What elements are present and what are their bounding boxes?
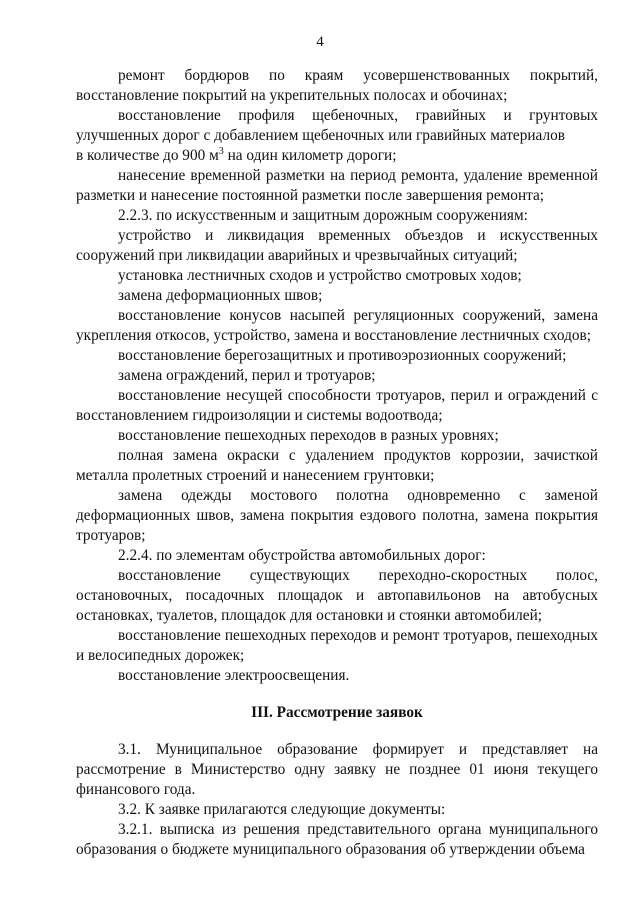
- volume-line-text: в количестве до 900 м: [76, 147, 219, 164]
- paragraph: восстановление конусов насыпей регуляционных сооружений, замена укрепления откосов, устройство, замена и восстановление лестничных сходов;: [76, 307, 598, 344]
- paragraph: установка лестничных сходов и устройство смотровых ходов;: [118, 267, 522, 284]
- paragraph: [76, 106, 598, 166]
- subsection-title: 2.2.3. по искусственным и защитным дорожным сооружениям:: [118, 207, 528, 224]
- document-body: [76, 66, 598, 860]
- paragraph: замена деформационных швов;: [118, 287, 323, 304]
- section-heading: III. Рассмотрение заявок: [251, 704, 423, 721]
- paragraph: замена одежды мостового полотна одновременно с заменой деформационных швов, замена покрытия ездового полотна, замена покрытия тротуаров;: [76, 487, 598, 544]
- subsection-title: 2.2.4. по элементам обустройства автомобильных дорог:: [118, 547, 486, 564]
- paragraph-text: восстановление профиля щебеночных, гравийных и грунтовых улучшенных дорог с добавлением щебеночных или гравийных материалов: [76, 107, 598, 144]
- paragraph: 3.1. Муниципальное образование формирует и представляет на рассмотрение в Министерство одну заявку не позднее 01 июня текущего финансового года.: [76, 741, 598, 798]
- paragraph: полная замена окраски с удалением продуктов коррозии, зачисткой металла пролетных строений и нанесением грунтовки;: [76, 447, 598, 484]
- paragraph: 3.2. К заявке прилагаются следующие документы:: [118, 801, 446, 818]
- paragraph: восстановление электроосвещения.: [118, 667, 350, 684]
- paragraph: замена ограждений, перил и тротуаров;: [118, 367, 376, 384]
- volume-superscript: 3: [218, 145, 224, 157]
- paragraph: ремонт бордюров по краям усовершенствованных покрытий, восстановление покрытий на укрепительных полосах и обочинах;: [76, 67, 598, 104]
- paragraph: устройство и ликвидация временных объездов и искусственных сооружений при ликвидации аварийных и чрезвычайных ситуаций;: [76, 227, 598, 264]
- paragraph: нанесение временной разметки на период ремонта, удаление временной разметки и нанесение постоянной разметки после завершения ремонта;: [76, 167, 598, 204]
- page-number: 4: [316, 34, 324, 50]
- paragraph: восстановление пешеходных переходов и ремонт тротуаров, пешеходных и велосипедных дорожек;: [76, 627, 598, 664]
- paragraph: восстановление берегозащитных и противоэрозионных сооружений;: [118, 347, 567, 364]
- paragraph: восстановление существующих переходно-скоростных полос, остановочных, посадочных площадок и автопавильонов на автобусных остановках, туалетов, площадок для остановки и стоянки автомобилей;: [76, 567, 598, 624]
- volume-line-tail: на один километр дороги;: [223, 147, 397, 164]
- paragraph: 3.2.1. выписка из решения представительного органа муниципального образования о бюджете муниципального образования об утверждении объема: [76, 821, 598, 858]
- paragraph: восстановление несущей способности тротуаров, перил и ограждений с восстановлением гидроизоляции и системы водоотвода;: [76, 387, 598, 424]
- paragraph: восстановление пешеходных переходов в разных уровнях;: [118, 427, 499, 444]
